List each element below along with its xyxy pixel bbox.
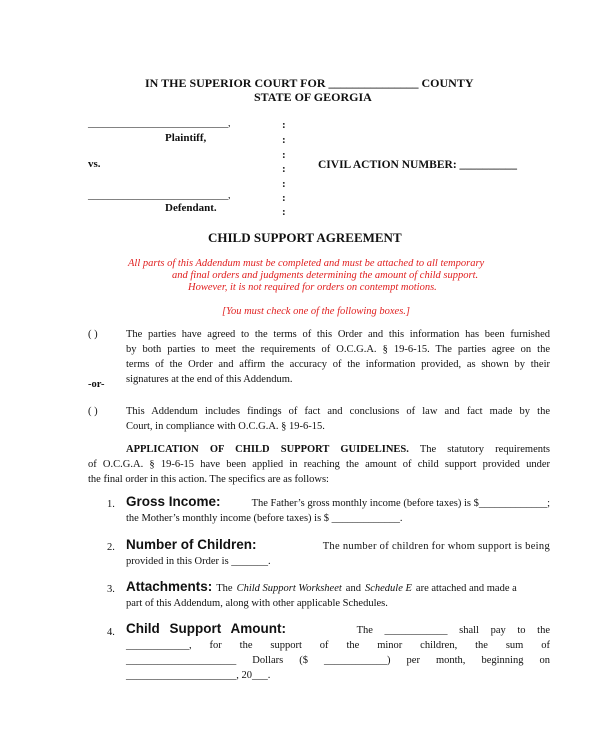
application-line1: APPLICATION OF CHILD SUPPORT GUIDELINES. The statutory requirements xyxy=(126,444,550,455)
notice-line2: and final orders and judgments determining the amount of child support. xyxy=(172,270,479,281)
application-line2: of O.C.G.A. § 19-6-15 have been applied in reaching the amount of child support provided under xyxy=(88,459,550,470)
notice-line1: All parts of this Addendum must be completed and must be attached to all temporary xyxy=(128,258,485,269)
or-separator: -or- xyxy=(88,379,105,390)
defendant-blank: ____________________________, xyxy=(88,190,231,201)
option-checkbox-court[interactable]: ( ) xyxy=(88,406,98,417)
court-header-line1: IN THE SUPERIOR COURT FOR _______________ COUNTY xyxy=(145,76,474,90)
item-child-support-amount: Child Support Amount: The ____________ shall pay to the ____________, for the support of the minor children, the sum of _____________________ Dollars ($ ____________) per month, beginning on _____________________, 20___. xyxy=(126,621,550,681)
colon: : xyxy=(282,134,286,146)
application-heading: APPLICATION OF CHILD SUPPORT GUIDELINES. xyxy=(126,444,409,455)
option-court-text: This Addendum includes findings of fact and conclusions of law and fact made by the Court, in compliance with O.C.G.A. § 19-6-15. xyxy=(126,406,550,432)
vs-label: vs. xyxy=(88,158,101,170)
colon: : xyxy=(282,119,286,131)
item-label: Child Support Amount: xyxy=(126,621,286,636)
item-label: Number of Children: xyxy=(126,537,257,552)
plaintiff-blank: ____________________________, xyxy=(88,118,231,129)
defendant-label: Defendant. xyxy=(165,202,217,214)
civil-action-number: CIVIL ACTION NUMBER: __________ xyxy=(318,159,518,171)
item-number: 1. xyxy=(107,499,115,510)
item-label: Gross Income: xyxy=(126,494,221,509)
item-label: Attachments: xyxy=(126,579,213,594)
plaintiff-label: Plaintiff, xyxy=(165,132,207,144)
item-attachments: Attachments: The Child Support Worksheet and Schedule E are attached and made a part of this Addendum, along with other applicable Schedules. xyxy=(126,579,517,609)
colon: : xyxy=(282,163,286,175)
item-gross-income: Gross Income: The Father’s gross monthly income (before taxes) is $_____________; the Mother’s monthly income (before taxes) is $ _____________. xyxy=(126,494,550,524)
item-number: 3. xyxy=(107,584,115,595)
court-header-line2: STATE OF GEORGIA xyxy=(254,90,372,104)
option-checkbox-agreed[interactable]: ( ) xyxy=(88,329,98,340)
colon: : xyxy=(282,149,286,161)
colon: : xyxy=(282,192,286,204)
item-number-of-children: Number of Children: The number of children for whom support is being provided in this Order is _______. xyxy=(126,537,550,567)
item-number: 4. xyxy=(107,627,115,638)
document-title: CHILD SUPPORT AGREEMENT xyxy=(208,230,402,245)
option-agreed-text: The parties have agreed to the terms of this Order and this information has been furnished by both parties to meet the requirements of O.C.G.A. § 19-6-15. The parties agree on the terms of the Order and affirm the accuracy of the information provided, as shown by their signatures at the end of this Addendum. xyxy=(126,329,550,385)
check-one-instruction: [You must check one of the following boxes.] xyxy=(222,306,411,317)
application-line3: the final order in this action. The specifics are as follows: xyxy=(88,474,329,485)
colon: : xyxy=(282,178,286,190)
item-number: 2. xyxy=(107,542,115,553)
notice-line3: However, it is not required for orders on contempt motions. xyxy=(188,282,437,293)
colon: : xyxy=(282,206,286,218)
